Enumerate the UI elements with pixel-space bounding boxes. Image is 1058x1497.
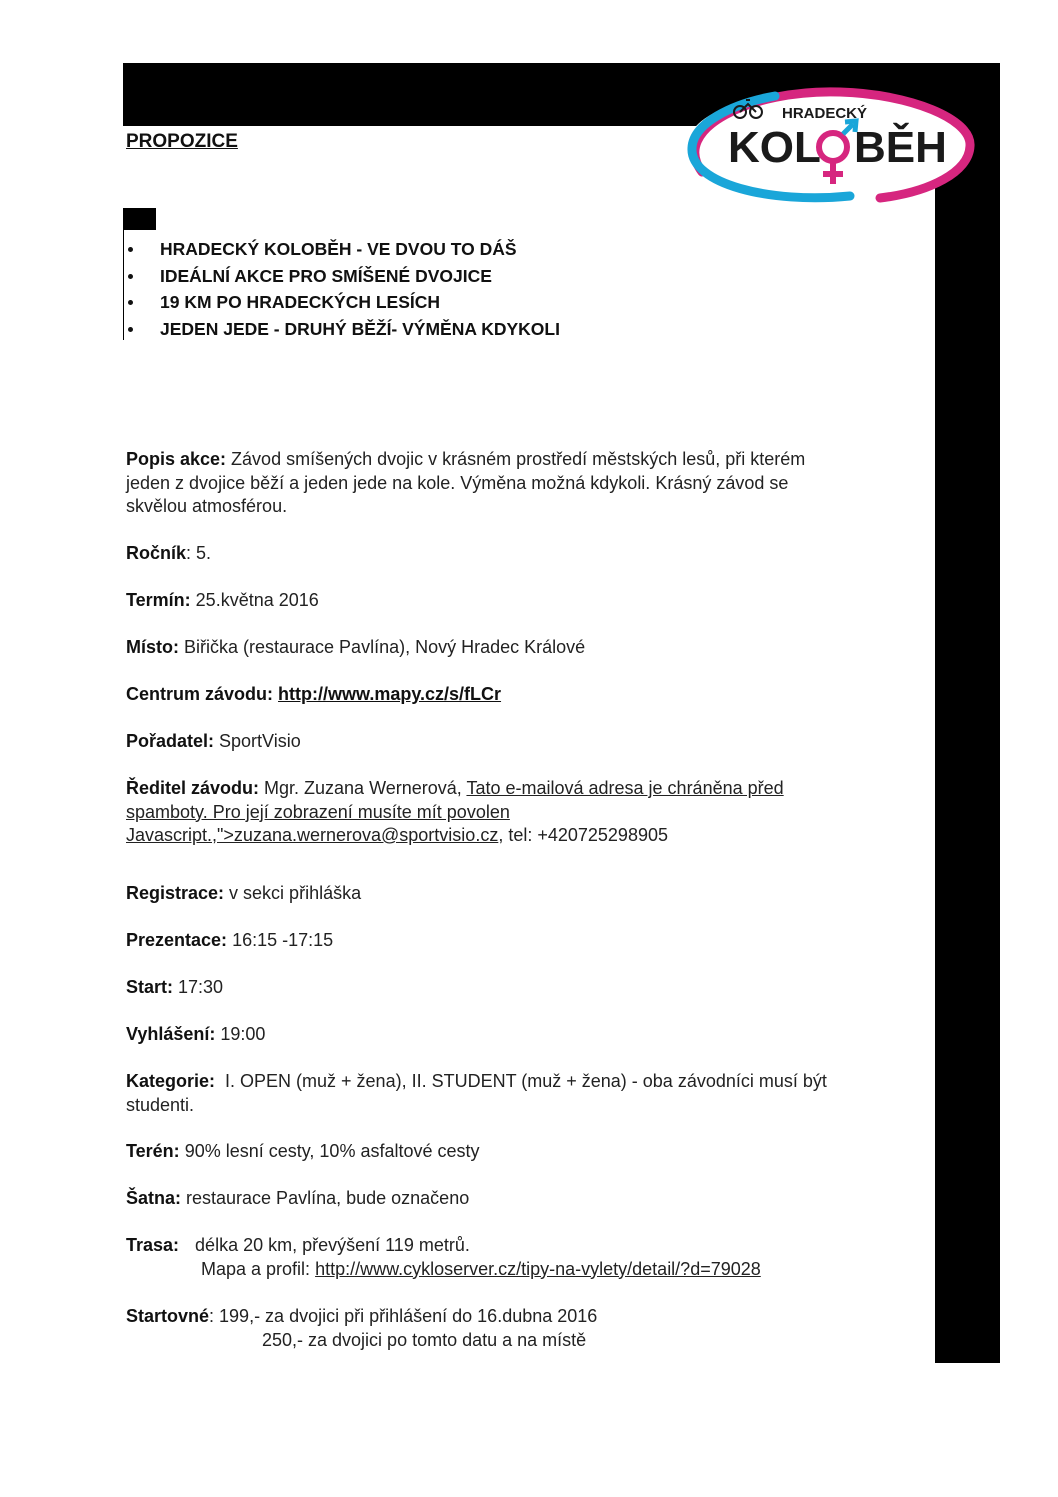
svg-text:HRADECKÝ: HRADECKÝ xyxy=(782,105,868,122)
black-block xyxy=(123,208,156,230)
map-link[interactable]: http://www.mapy.cz/s/fLCr xyxy=(278,684,502,704)
kolobeh-logo xyxy=(680,84,980,204)
page-title: PROPOZICE xyxy=(126,131,238,152)
email-link[interactable]: Tato e-mailová adresa je chráněna před xyxy=(466,778,784,798)
bullet-icon xyxy=(128,327,133,332)
termin: Termín: 25.května 2016 xyxy=(126,590,319,610)
highlight-list xyxy=(125,236,560,342)
popis-akce: Popis akce: Závod smíšených dvojic v krásném prostředí městských lesů, při kterém jeden z dvojice běží a jeden jede na kole. Výměna možná kdykoli. Krásný závod se skvělou atmosférou. xyxy=(126,449,806,516)
bullet-icon xyxy=(128,247,133,252)
trasa: Trasa: délka 20 km, převýšení 119 metrů. Mapa a profil: http://www.cykloserver.cz/tipy-na-vylety/detail/?d=79028 xyxy=(126,1235,761,1279)
registrace: Registrace: v sekci přihláška xyxy=(126,883,362,903)
start: Start: 17:30 xyxy=(126,977,224,997)
bullet-icon xyxy=(128,274,133,279)
kategorie: Kategorie: I. OPEN (muž + žena), II. STUDENT (muž + žena) - oba závodníci musí být studenti. xyxy=(126,1071,827,1115)
list-item: JEDEN JEDE - DRUHÝ BĚŽÍ- VÝMĚNA KDYKOLI xyxy=(125,316,560,343)
misto: Místo: Biřička (restaurace Pavlína), Nový Hradec Králové xyxy=(126,637,586,657)
startovne: Startovné: 199,- za dvojici při přihlášení do 16.dubna 2016 250,- za dvojici po tomto datu a na místě xyxy=(126,1306,598,1350)
poradatel: Pořadatel: SportVisio xyxy=(126,731,301,751)
right-black-bar xyxy=(935,63,1000,1363)
left-rule-line xyxy=(123,230,124,340)
bullet-icon xyxy=(128,300,133,305)
vyhlaseni: Vyhlášení: 19:00 xyxy=(126,1024,266,1044)
rocnik: Ročník: 5. xyxy=(126,543,212,563)
satna: Šatna: restaurace Pavlína, bude označeno xyxy=(126,1188,470,1208)
list-item: 19 KM PO HRADECKÝCH LESÍCH xyxy=(125,289,560,316)
reditel-zavodu: Ředitel závodu: Mgr. Zuzana Wernerová, Tato e-mailová adresa je chráněna před spamboty. Pro její zobrazení musíte mít povolen Javascript.,">zuzana.wernerova@sportvisio.cz, tel: +420725298905 xyxy=(126,778,784,845)
prezentace: Prezentace: 16:15 -17:15 xyxy=(126,930,334,950)
email-link[interactable]: spamboty. Pro její zobrazení musíte mít povolen xyxy=(126,801,510,822)
profile-link[interactable]: http://www.cykloserver.cz/tipy-na-vylety/detail/?d=79028 xyxy=(315,1258,761,1279)
svg-text:BĚH: BĚH xyxy=(854,123,947,172)
centrum-zavodu: Centrum závodu: http://www.mapy.cz/s/fLCr xyxy=(126,684,502,704)
svg-text:KOL: KOL xyxy=(728,123,821,172)
email-link[interactable]: Javascript.,">zuzana.wernerova@sportvisio.cz xyxy=(126,825,499,845)
list-item: HRADECKÝ KOLOBĚH - VE DVOU TO DÁŠ xyxy=(125,236,560,263)
teren: Terén: 90% lesní cesty, 10% asfaltové cesty xyxy=(126,1141,480,1161)
list-item: IDEÁLNÍ AKCE PRO SMÍŠENÉ DVOJICE xyxy=(125,263,560,290)
